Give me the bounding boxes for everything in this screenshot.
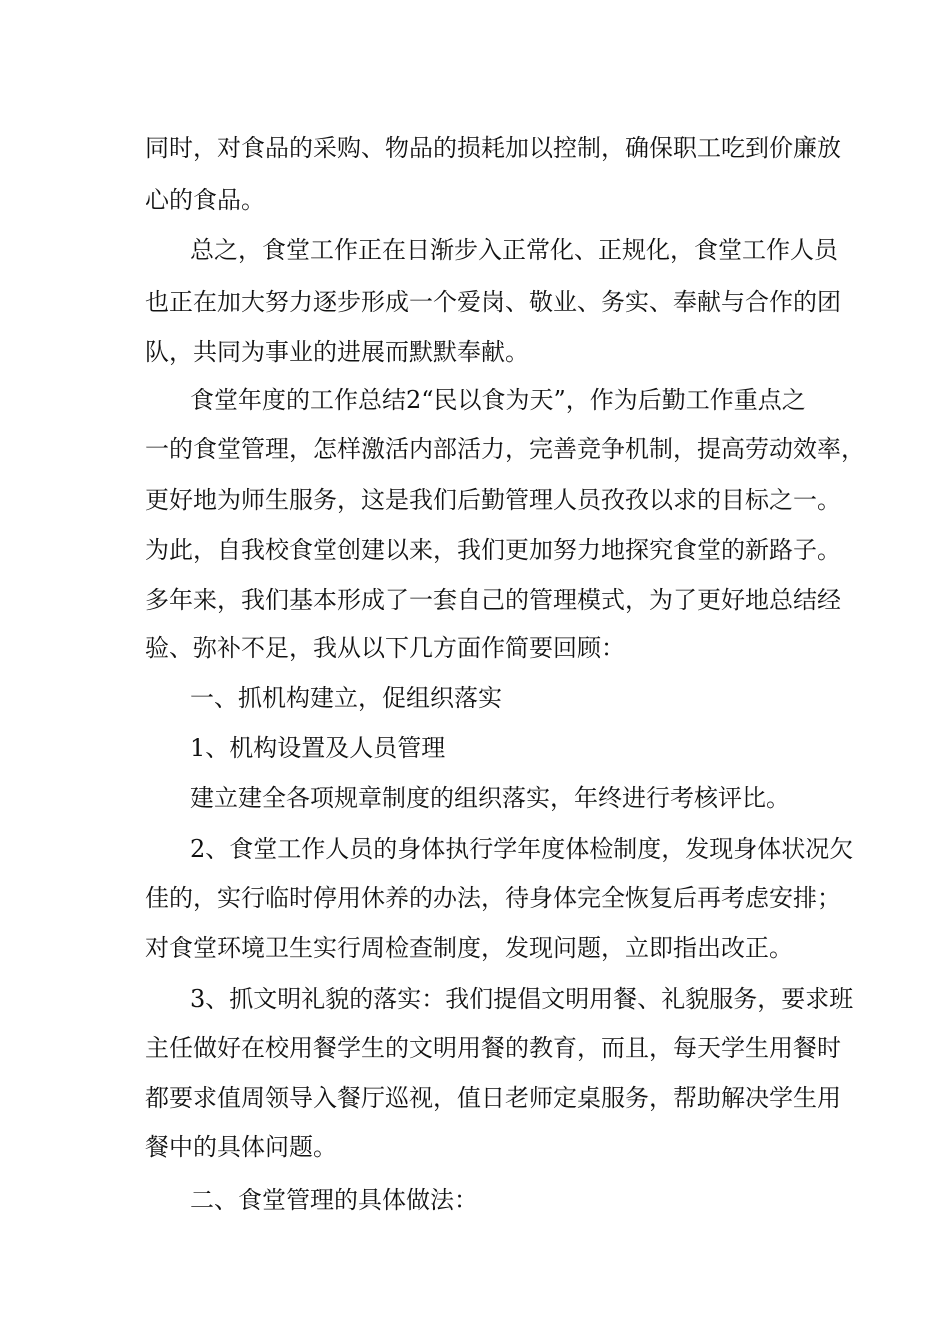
text-line: 主任做好在校用餐学生的文明用餐的教育，而且，每天学生用餐时 [145, 1034, 841, 1062]
text-line: 验、弥补不足，我从以下几方面作简要回顾： [145, 634, 625, 662]
paragraph-start-line: 建立建全各项规章制度的组织落实，年终进行考核评比。 [190, 784, 790, 812]
text-line: 佳的，实行临时停用休养的办法，待身体完全恢复后再考虑安排； [145, 884, 841, 912]
paragraph-start-line: 食堂年度的工作总结2“民以食为天”，作为后勤工作重点之 [190, 386, 806, 414]
text-line: 同时，对食品的采购、物品的损耗加以控制，确保职工吃到价廉放 [145, 134, 841, 162]
section-heading: 一、抓机构建立，促组织落实 [190, 684, 502, 712]
section-heading: 二、食堂管理的具体做法： [190, 1186, 478, 1214]
text-line: 都要求值周领导入餐厅巡视，值日老师定桌服务，帮助解决学生用 [145, 1084, 841, 1112]
paragraph-start-line: 3、抓文明礼貌的落实：我们提倡文明用餐、礼貌服务，要求班 [190, 985, 854, 1013]
paragraph-start-line: 2、食堂工作人员的身体执行学年度体检制度，发现身体状况欠 [190, 835, 854, 863]
text-line: 为此，自我校食堂创建以来，我们更加努力地探究食堂的新路子。 [145, 536, 841, 564]
paragraph-start-line: 总之，食堂工作正在日渐步入正常化、正规化，食堂工作人员 [190, 236, 838, 264]
text-line: 餐中的具体问题。 [145, 1133, 337, 1161]
text-line: 也正在加大努力逐步形成一个爱岗、敬业、务实、奉献与合作的团 [145, 288, 841, 316]
text-line: 对食堂环境卫生实行周检查制度，发现问题，立即指出改正。 [145, 934, 793, 962]
subsection-heading: 1、机构设置及人员管理 [190, 734, 446, 762]
text-line: 队，共同为事业的进展而默默奉献。 [145, 338, 529, 366]
text-line: 心的食品。 [145, 186, 265, 214]
text-line: 多年来，我们基本形成了一套自己的管理模式，为了更好地总结经 [145, 586, 841, 614]
text-line: 更好地为师生服务，这是我们后勤管理人员孜孜以求的目标之一。 [145, 486, 841, 514]
text-line: 一的食堂管理，怎样激活内部活力，完善竞争机制，提高劳动效率， [145, 435, 865, 463]
